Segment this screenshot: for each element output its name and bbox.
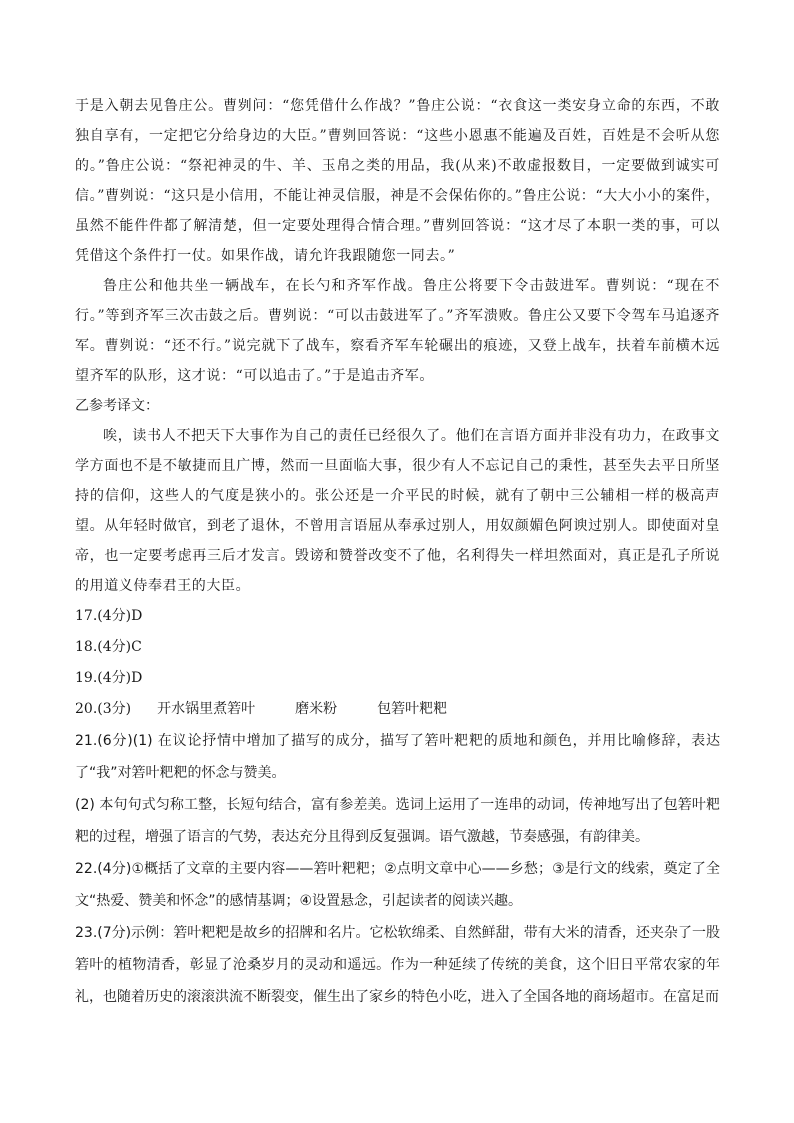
answer-17-score: (4分) [97,608,132,624]
answer-19-text: D [131,670,143,686]
answer-20-item-3: 包箬叶粑粑 [377,701,448,717]
answer-21-part-2: (2) 本句句式匀称工整，长短句结合，富有参差美。选词上运用了一连串的动词，传神地写出了包箬叶粑粑的过程，增强了语言的气势，表达充分且得到反复强调。语气激越，节奏感强，有韵律美。 [75,797,720,845]
answer-20-score: (3分) [97,701,132,717]
answer-18-number: 18. [75,639,98,655]
answer-21-number: 21. [75,733,98,749]
answer-23-text: 示例：箬叶粑粑是故乡的招牌和名片。它松软绵柔、自然鲜甜，带有大米的清香，还夹杂了一股箬叶的植物清香，彰显了沧桑岁月的灵动和遥远。作为一种延续了传统的美食，这个旧日平常农家的年礼，也随着历史的滚滚洪流不断裂变，催生出了家乡的特色小吃，进入了全国各地的商场超市。在富足而 [75,925,720,1005]
passage-a-paragraph-2: 鲁庄公和他共坐一辆战车，在长勺和齐军作战。鲁庄公将要下令击鼓进军。曹刿说：“现在不行。”等到齐军三次击鼓之后。曹刿说：“可以击鼓进军了。”齐军溃败。鲁庄公又要下令驾车马追逐齐军。曹刿说：“还不行。”说完就下了战车，察看齐军车轮碾出的痕迹，又登上战车，扶着车前横木远望齐军的队形，这才说：“可以追击了。”于是追击齐军。 [75,278,720,384]
answer-20 [75,694,720,725]
answer-21-part-1: (1) 在议论抒情中增加了描写的成分，描写了箬叶粑粑的质地和颜色，并用比喻修辞，表达了“我”对箬叶粑粑的怀念与赞美。 [75,733,720,781]
answer-18-text: C [131,639,142,655]
answer-22-number: 22. [75,861,98,877]
answer-17-text: D [131,608,143,624]
answer-23-score: (7分) [97,925,132,941]
answer-23-number: 23. [75,925,98,941]
answer-sheet-page [75,91,720,1013]
answer-19-number: 19. [75,670,98,686]
answer-21-score: (6分) [97,733,133,749]
answer-22 [75,853,720,917]
passage-b-label: 乙参考译文： [75,398,159,414]
answer-17 [75,601,720,632]
answer-19 [75,663,720,694]
answer-20-number: 20. [75,701,98,717]
passage-b-paragraph: 唉，读书人不把天下大事作为自己的责任已经很久了。他们在言语方面并非没有功力，在政事文学方面也不是不敏捷而且广博，然而一旦面临大事，很少有人不忘记自己的秉性，甚至失去平日所坚持的信仰，这些人的气度是狭小的。张公还是一介平民的时候，就有了朝中三公辅相一样的极高声望。从年轻时做官，到老了退休，不曾用言语屈从奉承过别人，用奴颜媚色阿谀过别人。即使面对皇帝，也一定要考虑再三后才发言。毁谤和赞誉改变不了他，名利得失一样坦然面对，真正是孔子所说的用道义侍奉君王的大臣。 [75,428,720,594]
answer-21 [75,725,720,789]
answer-20-item-2: 磨米粉 [295,701,338,717]
answer-20-item-1: 开水锅里煮箬叶 [157,701,256,717]
answer-23 [75,917,720,1013]
answer-22-text: ①概括了文章的主要内容——箬叶粑粑；②点明文章中心——乡愁；③是行文的线索，奠定了全文“热爱、赞美和怀念”的感情基调；④设置悬念，引起读者的阅读兴趣。 [75,861,720,909]
answer-18-score: (4分) [97,639,132,655]
answer-22-score: (4分) [97,861,132,877]
answer-19-score: (4分) [97,670,132,686]
answer-17-number: 17. [75,608,98,624]
answer-18 [75,632,720,663]
passage-a-paragraph-1: 于是入朝去见鲁庄公。曹刿问：“您凭借什么作战？”鲁庄公说：“衣食这一类安身立命的东西，不敢独自享有，一定把它分给身边的大臣。”曹刿回答说：“这些小恩惠不能遍及百姓，百姓是不会听从您的。”鲁庄公说：“祭祀神灵的牛、羊、玉帛之类的用品，我(从来)不敢虚报数目，一定要做到诚实可信。”曹刿说：“这只是小信用，不能让神灵信服，神是不会保佑你的。”鲁庄公说：“大大小小的案件，虽然不能件件都了解清楚，但一定要处理得合情合理。”曹刿回答说：“这才尽了本职一类的事，可以凭借这个条件打一仗。如果作战，请允许我跟随您一同去。” [75,98,720,264]
